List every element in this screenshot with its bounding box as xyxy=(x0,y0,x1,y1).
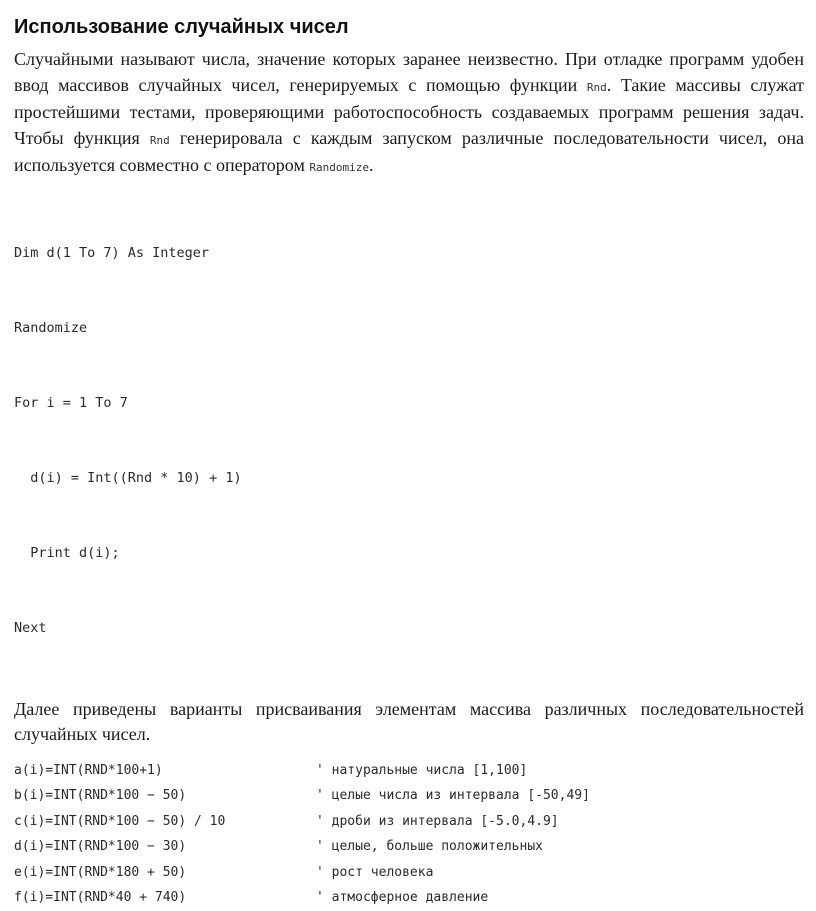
assignment-row xyxy=(14,783,804,809)
code-line: For i = 1 To 7 xyxy=(14,394,128,411)
intro-text-4: . xyxy=(368,155,374,175)
inline-code-randomize: Randomize xyxy=(309,161,369,174)
assignment-expr: c(i)=INT(RND*100 − 50) / 10 xyxy=(14,813,226,829)
code-line: Dim d(1 To 7) As Integer xyxy=(14,244,210,261)
assignment-comment: ' атмосферное давление xyxy=(316,890,489,905)
assignment-expr: e(i)=INT(RND*180 + 50) xyxy=(14,864,187,880)
assignment-expr: a(i)=INT(RND*100+1) xyxy=(14,762,163,778)
assignment-expr: d(i)=INT(RND*100 − 30) xyxy=(14,839,187,854)
intro-text-3: генерировала с каждым запуском различные последовательности чисел, она используется совместно с оператором xyxy=(14,127,805,175)
assignment-row xyxy=(14,860,804,886)
assignment-comment: ' дроби из интервала [-5.0,4.9] xyxy=(316,813,559,829)
assignment-comment: ' целые, больше положительных xyxy=(316,839,543,854)
code-line: Print d(i); xyxy=(14,544,120,561)
assignment-comment: ' рост человека xyxy=(316,864,434,880)
document-page xyxy=(14,16,804,911)
variants-paragraph: Далее приведены варианты присваивания элементам массива различных последовательностей случайных чисел. xyxy=(14,698,804,744)
intro-text-2: . Такие массивы служат простейшими тестами, проверяющими работоспособность создаваемых программ решения задач. Чтобы функция xyxy=(14,74,804,148)
assignment-row xyxy=(14,809,804,835)
intro-paragraph xyxy=(14,47,804,181)
code-line: d(i) = Int((Rnd * 10) + 1) xyxy=(14,469,242,486)
code-block xyxy=(14,191,804,691)
assignment-list xyxy=(14,758,804,911)
assignment-row xyxy=(14,834,804,860)
assignment-row xyxy=(14,758,804,784)
assignment-row xyxy=(14,885,804,911)
code-line: Next xyxy=(14,619,47,636)
assignment-expr: b(i)=INT(RND*100 − 50) xyxy=(14,788,187,803)
section-heading: Использование случайных чисел xyxy=(14,16,349,38)
assignment-expr: f(i)=INT(RND*40 + 740) xyxy=(14,890,187,905)
assignment-comment: ' натуральные числа [1,100] xyxy=(316,762,528,778)
code-line: Randomize xyxy=(14,319,88,336)
inline-code-rnd-1: Rnd xyxy=(586,80,607,94)
intro-text-1: Случайными называют числа, значение которых заранее неизвестно. При отладке программ удобен ввод массивов случайных чисел, генерируемых с помощью функции xyxy=(14,49,804,95)
inline-code-rnd-2: Rnd xyxy=(149,133,170,147)
assignment-comment: ' целые числа из интервала [-50,49] xyxy=(316,788,590,803)
